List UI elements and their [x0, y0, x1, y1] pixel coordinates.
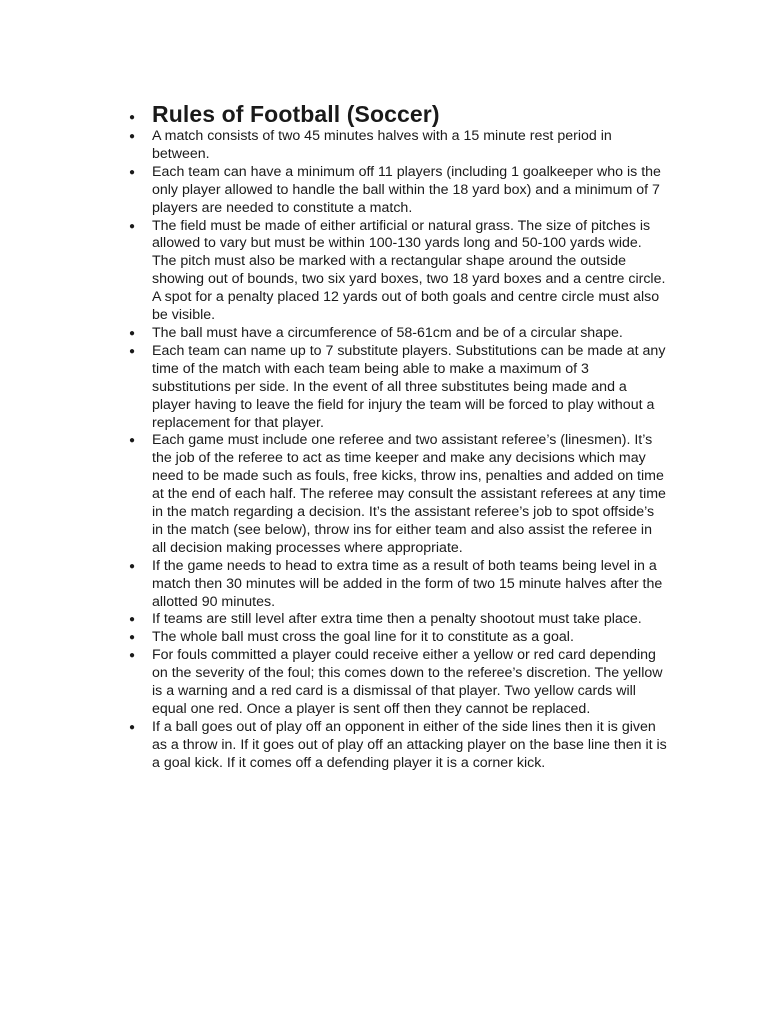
bullet-icon: ● [129, 721, 136, 733]
list-item [0, 218, 768, 325]
list-item [0, 325, 768, 343]
list-item-text: For fouls committed a player could receive either a yellow or red card depending on the severity of the foul; this comes down to the referee’s discretion. The yellow is a warning and a red card is a dismissal of that player. Two yellow cards will equal one red. Once a player is sent off then they cannot be replaced. [152, 647, 663, 717]
document-title: Rules of Football (Soccer) [152, 101, 440, 127]
list-item-text: If a ball goes out of play off an opponent in either of the side lines then it is given as a throw in. If it goes out of play off an attacking player on the base line then it is a goal kick. If it comes off a defending player it is a corner kick. [152, 718, 667, 771]
document-title-item [0, 100, 768, 128]
list-item [0, 128, 768, 164]
list-item [0, 629, 768, 647]
list-item-text: The ball must have a circumference of 58-61cm and be of a circular shape. [152, 324, 623, 341]
bullet-icon: ● [129, 345, 136, 357]
bullet-icon: ● [129, 632, 136, 644]
list-item-text: Each game must include one referee and two assistant referee’s (linesmen). It’s the job of the referee to act as time keeper and make any decisions which may need to be made such as fouls, free kicks, throw ins, penalties and added on time at the end of each half. The referee may consult the assistant referees at any time in the match regarding a decision. It’s the assistant referee’s job to spot offside’s in the match (see below), throw ins for either team and also assist the referee in all decision making processes where appropriate. [152, 432, 666, 556]
rules-list [0, 100, 768, 773]
list-item [0, 343, 768, 433]
list-item [0, 611, 768, 629]
bullet-icon: ● [129, 560, 136, 572]
list-item [0, 164, 768, 218]
bullet-icon: ● [129, 112, 136, 123]
list-item [0, 558, 768, 612]
bullet-icon: ● [129, 327, 136, 339]
list-item-text: If teams are still level after extra time then a penalty shootout must take place. [152, 611, 642, 628]
list-item-text: A match consists of two 45 minutes halves with a 15 minute rest period in between. [152, 128, 612, 162]
bullet-icon: ● [129, 650, 136, 662]
bullet-icon: ● [129, 614, 136, 626]
document-page [0, 100, 768, 773]
bullet-icon: ● [129, 131, 136, 142]
list-item-text: The whole ball must cross the goal line for it to constitute as a goal. [152, 629, 574, 646]
bullet-icon: ● [129, 435, 136, 447]
bullet-icon: ● [129, 166, 136, 178]
bullet-icon: ● [129, 220, 136, 232]
list-item-text: The field must be made of either artificial or natural grass. The size of pitches is allowed to vary but must be within 100-130 yards long and 50-100 yards wide. The pitch must also be marked with a rectangular shape around the outside showing out of bounds, two six yard boxes, two 18 yard boxes and a centre circle. A spot for a penalty placed 12 yards out of both goals and centre circle must also be visible. [152, 217, 666, 324]
list-item [0, 432, 768, 557]
list-item-text: Each team can name up to 7 substitute players. Substitutions can be made at any time of the match with each team being able to make a maximum of 3 substitutions per side. In the event of all three substitutes being made and a player having to leave the field for injury the team will be forced to play without a replacement for that player. [152, 342, 666, 431]
list-item [0, 719, 768, 773]
list-item-text: If the game needs to head to extra time as a result of both teams being level in a match then 30 minutes will be added in the form of two 15 minute halves after the allotted 90 minutes. [152, 557, 663, 610]
list-item-text: Each team can have a minimum off 11 players (including 1 goalkeeper who is the only player allowed to handle the ball within the 18 yard box) and a minimum of 7 players are needed to constitute a match. [152, 163, 661, 216]
list-item [0, 647, 768, 719]
